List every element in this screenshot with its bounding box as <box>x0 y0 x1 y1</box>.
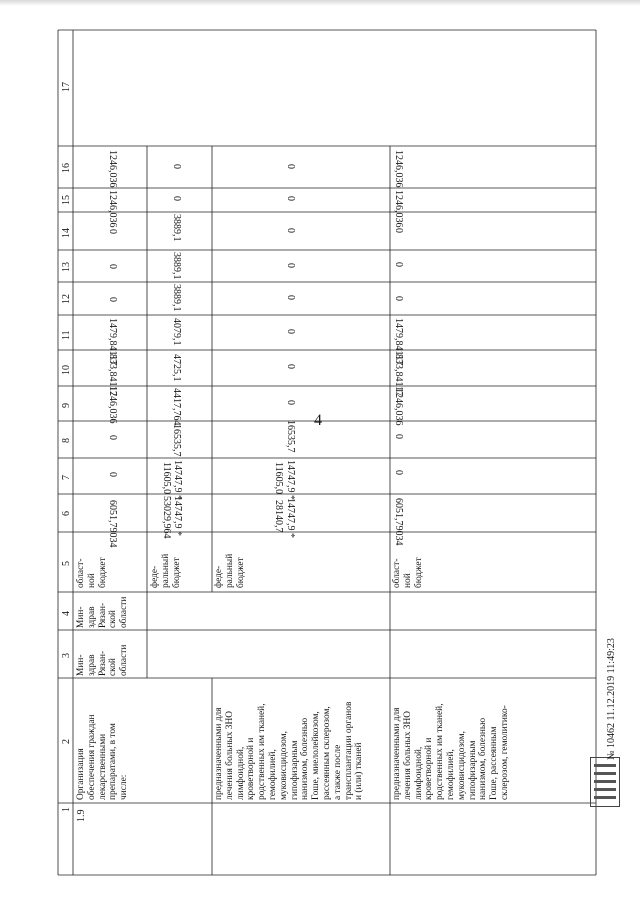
col-number-5: 5 <box>61 561 72 566</box>
r2-c7a: 11605,0 <box>161 462 172 495</box>
r3-rest-12: 0 <box>285 295 296 300</box>
r1-c7: 0 <box>107 472 118 477</box>
footer-registration: № 10462 11.12.2019 11:49:23 <box>606 638 617 760</box>
r4-c7: 0 <box>393 470 404 475</box>
page-number: 4 <box>314 412 322 429</box>
r2-c9: 4417,764 <box>171 388 182 426</box>
r1-c9: 1246,036 <box>107 386 118 424</box>
r1-c10: 833,84117 <box>107 354 118 397</box>
r3-rest-14: 0 <box>285 228 296 233</box>
r3-c7b: 14747,9 * <box>285 460 296 500</box>
r2-c6b: 14747,9 * <box>172 496 183 536</box>
r4-c15: 1246,036 <box>393 190 404 228</box>
r3-c6b: 14747,9 * <box>285 498 296 538</box>
r4-c11: 1479,84117 <box>393 318 404 366</box>
col-number-6: 6 <box>61 511 72 516</box>
col-number-14: 14 <box>61 228 72 238</box>
r3-c7a: 11605,0 <box>273 462 284 495</box>
r3-rest-16: 0 <box>285 164 296 169</box>
col-number-4: 4 <box>61 611 72 616</box>
r1-c13: 0 <box>107 264 118 269</box>
r4-c6: 6051,79034 <box>393 498 404 546</box>
r4-c12: 0 <box>393 296 404 301</box>
r2-c10: 4725,1 <box>171 354 182 382</box>
r4-c14: 0 <box>393 228 404 233</box>
col-number-7: 7 <box>61 475 72 480</box>
r3-rest-9: 0 <box>285 400 296 405</box>
r4-c13: 0 <box>393 262 404 267</box>
r3-rest-11: 0 <box>285 329 296 334</box>
r2-c12: 3889,1 <box>171 284 182 312</box>
r2-c16: 0 <box>171 164 182 169</box>
r1-c15: 1246,036 <box>107 190 118 228</box>
r4-c8: 0 <box>393 434 404 439</box>
r3-c8: 16535,7 <box>285 420 296 453</box>
r2-c7b: 14747,9 * <box>172 460 183 500</box>
r2-c13: 3889,1 <box>171 252 182 280</box>
col-number-9: 9 <box>61 403 72 408</box>
r3-rest-10: 0 <box>285 364 296 369</box>
r3-c6a: 28140,7 <box>273 500 284 533</box>
r1-c16: 1246,036 <box>107 150 118 188</box>
col-number-2: 2 <box>61 739 72 744</box>
registration-seal <box>590 757 620 807</box>
r2-c15: 0 <box>171 196 182 201</box>
col-number-15: 15 <box>61 195 72 205</box>
r4-c10: 833,84117 <box>393 354 404 397</box>
r1-c14: 0 <box>107 229 118 234</box>
col-number-1: 1 <box>61 807 72 812</box>
r2-c11: 4079,1 <box>171 318 182 346</box>
col-number-3: 3 <box>61 653 72 658</box>
col-number-8: 8 <box>61 438 72 443</box>
r3-rest-13: 0 <box>285 263 296 268</box>
r4-c16: 1246,036 <box>393 150 404 188</box>
r3-rest-15: 0 <box>285 196 296 201</box>
col-number-17: 17 <box>61 82 72 92</box>
r4-c9: 1246,036 <box>393 388 404 426</box>
row-id: 1.9 <box>76 809 87 822</box>
r1-c12: 0 <box>107 297 118 302</box>
r1-c8: 0 <box>107 435 118 440</box>
col-number-13: 13 <box>61 262 72 272</box>
col-number-10: 10 <box>61 365 72 375</box>
col-number-12: 12 <box>61 294 72 304</box>
r2-c6a: 53029,964 <box>161 496 172 539</box>
r1-c6: 6051,79034 <box>107 500 118 548</box>
col-number-16: 16 <box>61 163 72 173</box>
r2-c14: 3889,1 <box>171 214 182 242</box>
r1-c11: 1479,84117 <box>107 318 118 366</box>
col-number-11: 11 <box>61 330 72 340</box>
r2-c8: 16535,7 <box>171 424 182 457</box>
